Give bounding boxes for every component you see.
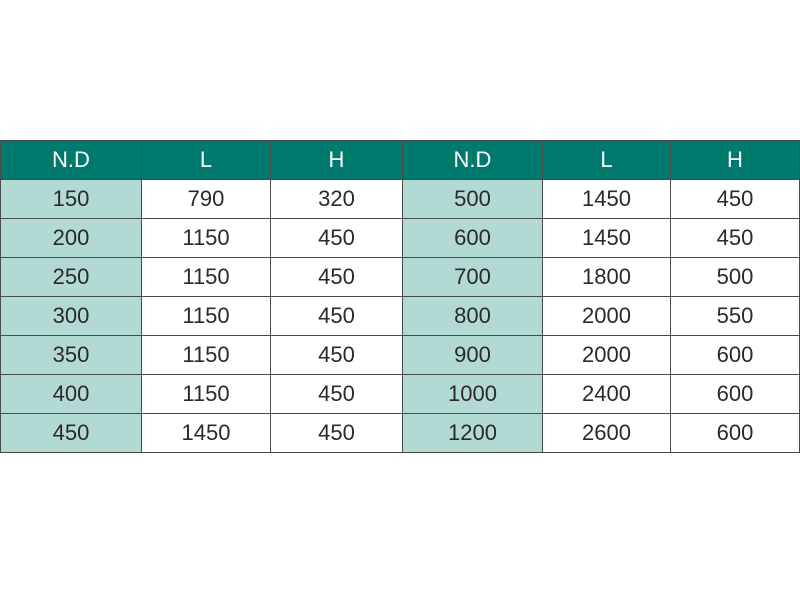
height-cell: 600: [671, 336, 800, 375]
nd-cell: 300: [1, 297, 142, 336]
length-cell: 1150: [142, 219, 271, 258]
height-cell: 450: [271, 336, 403, 375]
dimensions-table: [0, 140, 800, 453]
height-cell: 450: [271, 219, 403, 258]
table-row: [1, 258, 800, 297]
height-cell: 450: [271, 258, 403, 297]
nd-cell: 150: [1, 180, 142, 219]
length-cell: 2600: [543, 414, 671, 453]
nd-cell: 500: [403, 180, 543, 219]
nd-cell: 450: [1, 414, 142, 453]
nd-cell: 1000: [403, 375, 543, 414]
header-h-right: H: [671, 141, 800, 180]
nd-cell: 250: [1, 258, 142, 297]
dimensions-table-container: [0, 140, 799, 453]
height-cell: 500: [671, 258, 800, 297]
height-cell: 600: [671, 375, 800, 414]
height-cell: 320: [271, 180, 403, 219]
length-cell: 2400: [543, 375, 671, 414]
length-cell: 1450: [543, 219, 671, 258]
nd-cell: 700: [403, 258, 543, 297]
table-row: [1, 375, 800, 414]
header-h-left: H: [271, 141, 403, 180]
table-row: [1, 414, 800, 453]
length-cell: 1150: [142, 375, 271, 414]
nd-cell: 400: [1, 375, 142, 414]
nd-cell: 200: [1, 219, 142, 258]
height-cell: 450: [271, 297, 403, 336]
table-row: [1, 180, 800, 219]
header-l-right: L: [543, 141, 671, 180]
header-row: [1, 141, 800, 180]
table-header: [1, 141, 800, 180]
height-cell: 450: [271, 414, 403, 453]
length-cell: 1150: [142, 336, 271, 375]
nd-cell: 900: [403, 336, 543, 375]
height-cell: 450: [271, 375, 403, 414]
nd-cell: 1200: [403, 414, 543, 453]
length-cell: 1800: [543, 258, 671, 297]
height-cell: 450: [671, 180, 800, 219]
length-cell: 2000: [543, 297, 671, 336]
nd-cell: 350: [1, 336, 142, 375]
length-cell: 2000: [543, 336, 671, 375]
nd-cell: 800: [403, 297, 543, 336]
header-l-left: L: [142, 141, 271, 180]
length-cell: 1150: [142, 297, 271, 336]
header-nd-right: N.D: [403, 141, 543, 180]
header-nd-left: N.D: [1, 141, 142, 180]
table-row: [1, 219, 800, 258]
table-row: [1, 297, 800, 336]
height-cell: 450: [671, 219, 800, 258]
table-body: [1, 180, 800, 453]
length-cell: 1450: [543, 180, 671, 219]
table-row: [1, 336, 800, 375]
height-cell: 600: [671, 414, 800, 453]
length-cell: 1150: [142, 258, 271, 297]
length-cell: 790: [142, 180, 271, 219]
nd-cell: 600: [403, 219, 543, 258]
length-cell: 1450: [142, 414, 271, 453]
height-cell: 550: [671, 297, 800, 336]
